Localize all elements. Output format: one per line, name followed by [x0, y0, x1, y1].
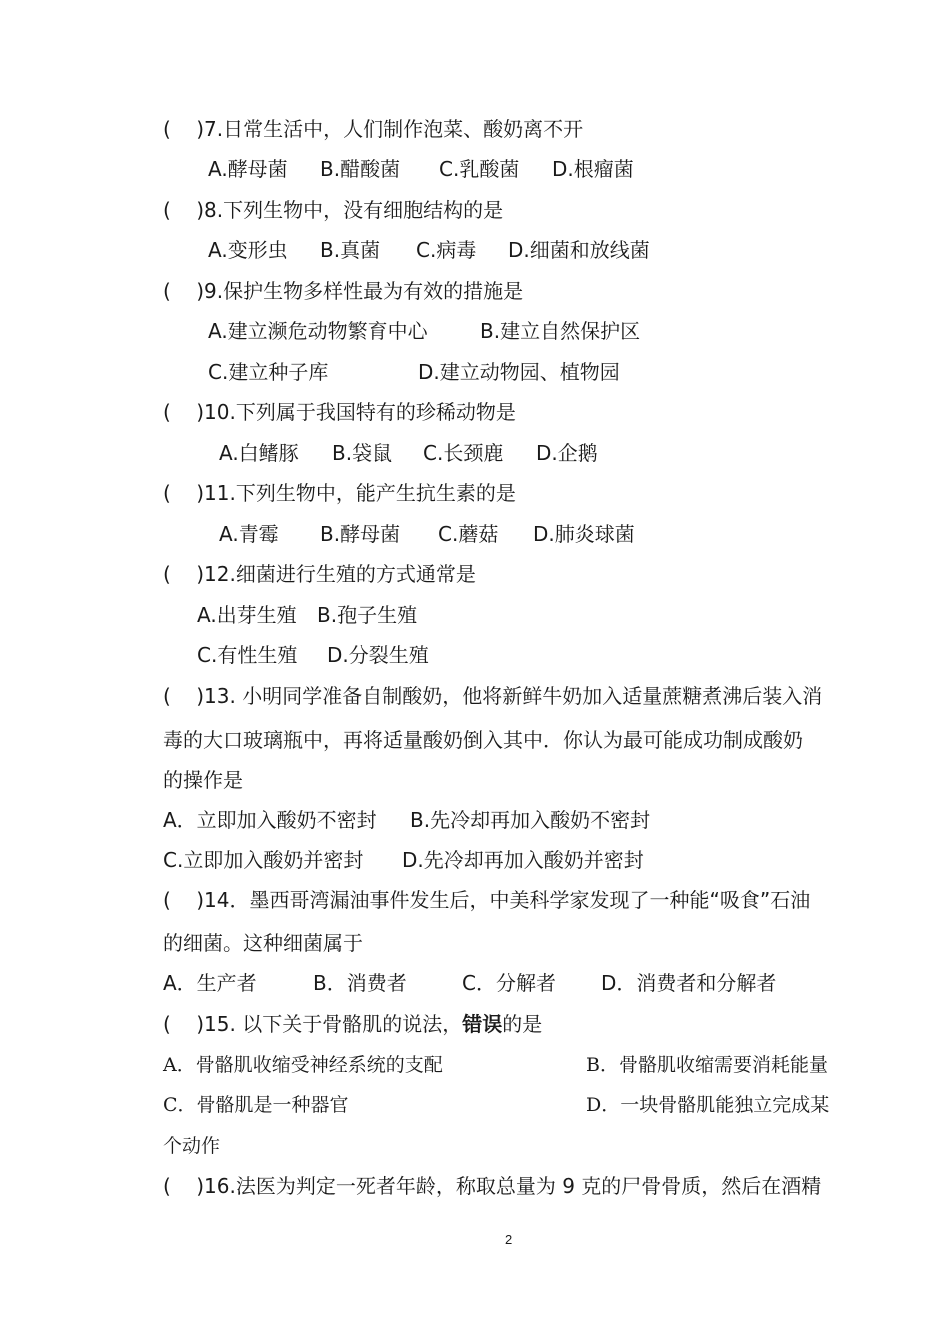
q8-option-d: D.细菌和放线菌 — [508, 238, 650, 262]
q14-option-d: D．消费者和分解者 — [601, 971, 777, 995]
q15-option-d: D．一块骨骼肌能独立完成某 — [586, 1094, 830, 1116]
page-number: 2 — [505, 1232, 513, 1247]
q10-option-d: D.企鹅 — [536, 441, 598, 465]
q15-option-c: C．骨骼肌是一种器官 — [163, 1094, 349, 1116]
q9-option-d: D.建立动物园、植物园 — [418, 360, 620, 384]
q7-option-b: B.醋酸菌 — [320, 157, 401, 181]
q16-stem: ( )16.法医为判定一死者年龄，称取总量为 9 克的尸骨骨质，然后在酒精 — [163, 1174, 822, 1198]
q9-option-a: A.建立濒危动物繁育中心 — [208, 319, 428, 343]
q15-option-b: B．骨骼肌收缩需要消耗能量 — [586, 1054, 828, 1076]
q11-option-c: C.蘑菇 — [438, 522, 499, 546]
q8-stem: ( )8.下列生物中，没有细胞结构的是 — [163, 198, 504, 222]
q13-option-b: B.先冷却再加入酸奶不密封 — [410, 808, 651, 832]
q14-stem-line-1: ( )14．墨西哥湾漏油事件发生后，中美科学家发现了一种能“吸食”石油 — [163, 888, 811, 912]
q10-stem: ( )10.下列属于我国特有的珍稀动物是 — [163, 400, 516, 424]
q15-stem — [163, 1012, 542, 1036]
q11-option-d: D.肺炎球菌 — [533, 522, 635, 546]
q13-option-c: C.立即加入酸奶并密封 — [163, 848, 364, 872]
q10-option-a: A.白鳍豚 — [219, 441, 299, 465]
q7-option-c: C.乳酸菌 — [439, 157, 520, 181]
q7-stem: ( )7.日常生活中，人们制作泡菜、酸奶离不开 — [163, 117, 584, 141]
q8-option-b: B.真菌 — [320, 238, 381, 262]
q10-option-b: B.袋鼠 — [332, 441, 393, 465]
q13-stem-line-1: ( )13. 小明同学准备自制酸奶，他将新鲜牛奶加入适量蔗糖煮沸后装入消 — [163, 684, 823, 708]
q11-stem: ( )11.下列生物中，能产生抗生素的是 — [163, 481, 516, 505]
q11-option-b: B.酵母菌 — [320, 522, 401, 546]
q8-option-c: C.病毒 — [416, 238, 477, 262]
q13-option-a: A．立即加入酸奶不密封 — [163, 808, 377, 832]
q15-option-d-continuation: 个动作 — [163, 1135, 221, 1157]
q14-option-b: B．消费者 — [313, 971, 407, 995]
q12-option-c: C.有性生殖 — [197, 643, 298, 667]
q15-stem-after: 的是 — [502, 1012, 543, 1036]
q14-option-a: A．生产者 — [163, 971, 257, 995]
q7-option-d: D.根瘤菌 — [552, 157, 634, 181]
q10-option-c: C.长颈鹿 — [423, 441, 504, 465]
q9-option-b: B.建立自然保护区 — [480, 319, 641, 343]
q8-option-a: A.变形虫 — [208, 238, 288, 262]
q12-stem: ( )12.细菌进行生殖的方式通常是 — [163, 562, 476, 586]
q12-option-d: D.分裂生殖 — [327, 643, 429, 667]
q7-option-a: A.酵母菌 — [208, 157, 288, 181]
q9-stem: ( )9.保护生物多样性最为有效的措施是 — [163, 279, 524, 303]
q15-option-a: A．骨骼肌收缩受神经系统的支配 — [163, 1054, 443, 1076]
q9-option-c: C.建立种子库 — [208, 360, 329, 384]
q13-option-d: D.先冷却再加入酸奶并密封 — [402, 848, 644, 872]
q12-option-a: A.出芽生殖 — [197, 603, 297, 627]
q15-stem-emphasis: 错误 — [462, 1012, 503, 1036]
q11-option-a: A.青霉 — [219, 522, 279, 546]
q14-stem-line-2: 的细菌。这种细菌属于 — [163, 931, 363, 955]
q14-option-c: C．分解者 — [462, 971, 556, 995]
q13-stem-line-3: 的操作是 — [163, 768, 243, 792]
q15-stem-before: ( )15. 以下关于骨骼肌的说法， — [163, 1012, 463, 1036]
q12-option-b: B.孢子生殖 — [317, 603, 418, 627]
q13-stem-line-2: 毒的大口玻璃瓶中，再将适量酸奶倒入其中．你认为最可能成功制成酸奶 — [163, 728, 803, 752]
